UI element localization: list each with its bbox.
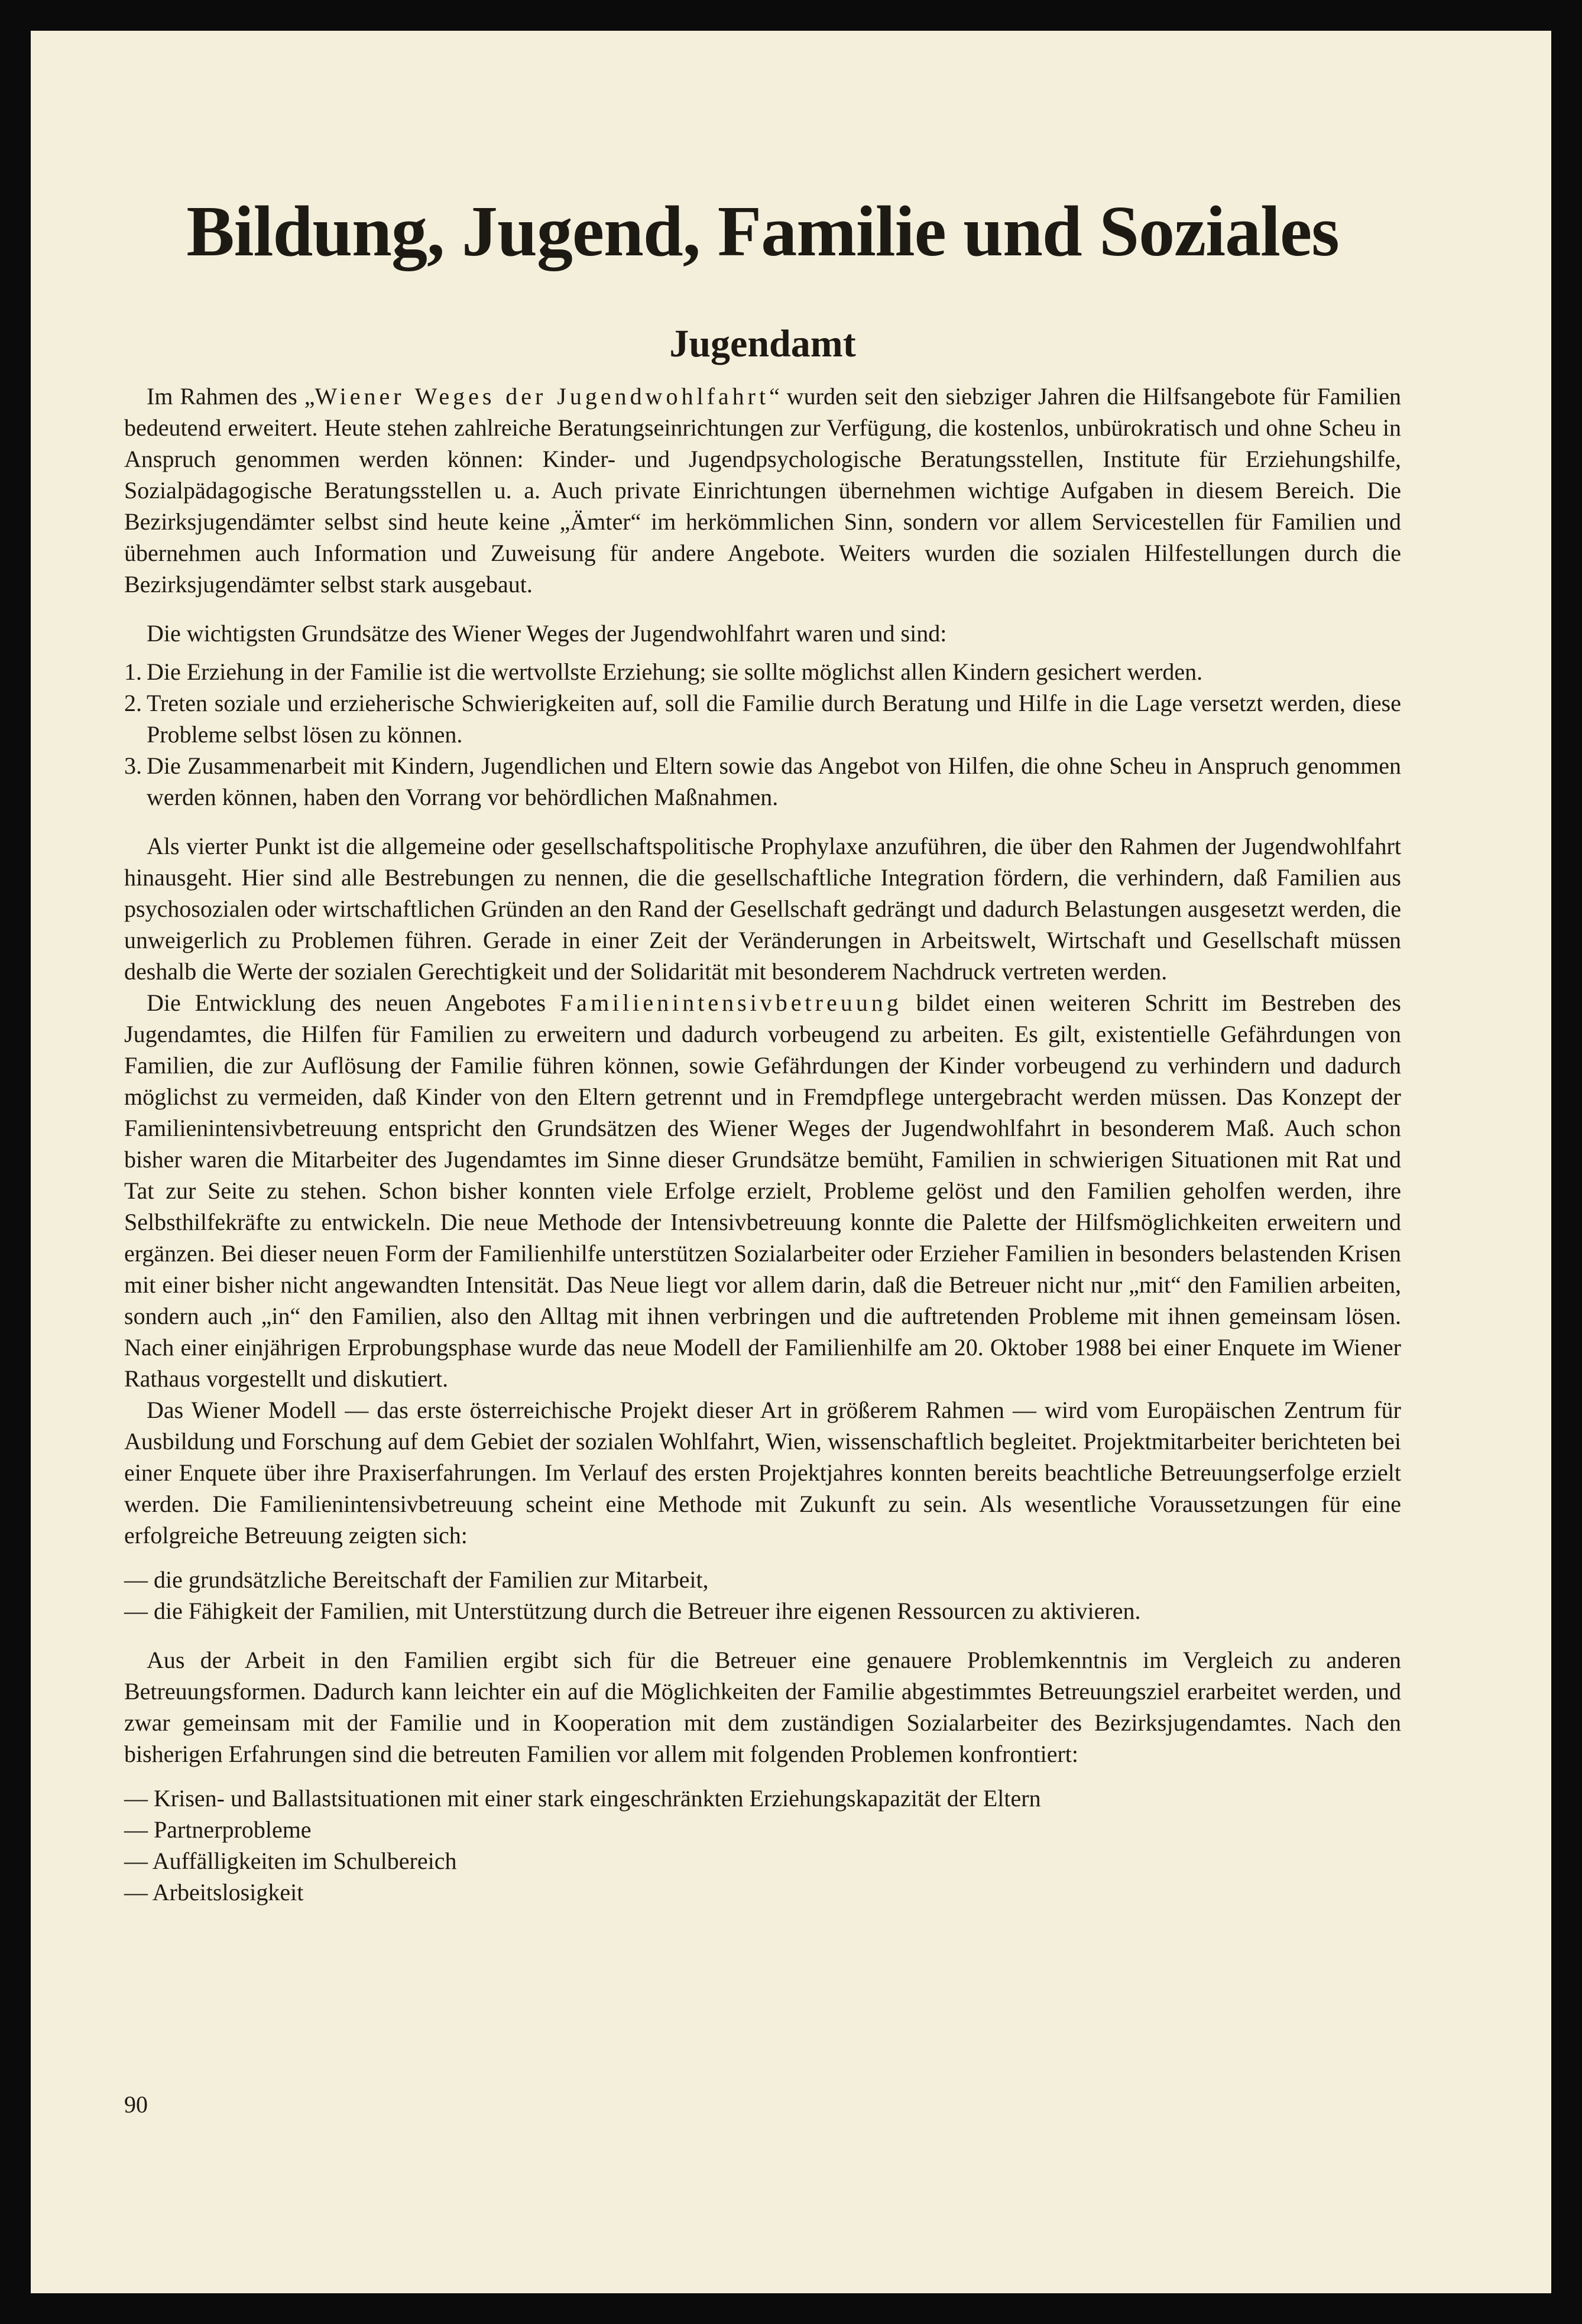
paragraph-intensive-care [124, 987, 1401, 1394]
problems-list [124, 1783, 1401, 1908]
list-item: — Arbeitslosigkeit [124, 1879, 304, 1906]
document-page [31, 31, 1551, 2293]
section-title: Jugendamt [669, 322, 856, 365]
intro-text-start: Im Rahmen des „ [147, 383, 315, 410]
list-item-number: 1. [124, 658, 142, 685]
intro-text-end: “ wurden seit den siebziger Jahren die Hilfsangebote für Familien bedeutend erweitert. Heute stehen zahlreiche Beratungseinrichtungen zur Verfügung, die kostenlos, unbürokratisch und ohne Scheu in Anspruch genommen werden können: Kinder- und Jugendpsychologische Beratungsstellen, Institute für Erziehungshilfe, Sozialpädagogische Beratungsstellen u. a. Auch private Einrichtungen übernehmen wichtige Aufgaben in diesem Bereich. Die Bezirksjugendämter selbst sind heute keine „Ämter“ im herkömmlichen Sinn, sondern vor allem Servicestellen für Familien und übernehmen auch Information und Zuweisung für andere Angebote. Weiters wurden die sozialen Hilfestellungen durch die Bezirksjugendämter selbst stark ausgebaut. [124, 383, 1402, 598]
list-item: — Partnerprobleme [124, 1816, 312, 1843]
list-item-number: 3. [124, 752, 142, 779]
list-item: — die Fähigkeit der Familien, mit Unterstützung durch die Betreuer ihre eigenen Ressourcen zu aktivieren. [124, 1598, 1141, 1624]
intensive-text-start: Die Entwicklung des neuen Angebotes [147, 989, 560, 1016]
list-item-text: Die Erziehung in der Familie ist die wertvollste Erziehung; sie sollte möglichst allen Kindern gesichert werden. [147, 658, 1203, 685]
paragraph-prophylaxis: Als vierter Punkt ist die allgemeine oder gesellschaftspolitische Prophylaxe anzuführen, die über den Rahmen der Jugendwohlfahrt hinausgeht. Hier sind alle Bestrebungen zu nennen, die die gesellschaftliche Integration fördern, die verhindern, daß Familien aus psychosozialen oder wirtschaftlichen Gründen an den Rand der Gesellschaft gedrängt und dadurch Belastungen ausgesetzt werden, die unweigerlich zu Problemen führen. Gerade in einer Zeit der Veränderungen in Arbeitswelt, Wirtschaft und Gesellschaft müssen deshalb die Werte der sozialen Gerechtigkeit und der Solidarität mit besonderem Nachdruck vertreten werden. [124, 833, 1401, 985]
paragraph-family-work: Aus der Arbeit in den Familien ergibt sich für die Betreuer eine genauere Problemkenntnis im Vergleich zu anderen Betreuungsformen. Dadurch kann leichter ein auf die Möglichkeiten der Familie abgestimmtes Betreuungsziel erarbeitet werden, und zwar gemeinsam mit der Familie und in Kooperation mit dem zuständigen Sozialarbeiter des Bezirksjugendamtes. Nach den bisherigen Erfahrungen sind die betreuten Familien vor allem mit folgenden Problemen konfrontiert: [124, 1647, 1401, 1767]
list-item-text: Treten soziale und erzieherische Schwierigkeiten auf, soll die Familie durch Beratung und Hilfe in die Lage versetzt werden, diese Probleme selbst lösen zu können. [147, 690, 1401, 748]
principles-list [124, 656, 1401, 813]
list-item: — die grundsätzliche Bereitschaft der Familien zur Mitarbeit, [124, 1566, 709, 1593]
prerequisites-list [124, 1564, 1401, 1627]
page-number: 90 [124, 2091, 148, 2118]
list-item: — Krisen- und Ballastsituationen mit einer stark eingeschränkten Erziehungskapazität der Eltern [124, 1785, 1041, 1812]
main-title: Bildung, Jugend, Familie und Soziales [186, 191, 1339, 271]
list-item [124, 687, 1401, 750]
list-item [124, 656, 1401, 687]
list-item: — Auffälligkeiten im Schulbereich [124, 1848, 457, 1874]
page-content [124, 190, 1401, 1908]
paragraph-principles-intro: Die wichtigsten Grundsätze des Wiener Weges der Jugendwohlfahrt waren und sind: [147, 620, 947, 647]
list-item [124, 750, 1401, 813]
paragraph-intro [124, 381, 1401, 600]
intensive-text-end: bildet einen weiteren Schritt im Bestreben des Jugendamtes, die Hilfen für Familien zu erweitern und dadurch vorbeugend zu arbeiten. Es gilt, existentielle Gefährdungen von Familien, die zur Auflösung der Familie führen können, sowie Gefährdungen der Kinder vorbeugend zu verhindern und dadurch möglichst zu vermeiden, daß Kinder von den Eltern getrennt und in Fremdpflege untergebracht werden müssen. Das Konzept der Familienintensivbetreuung entspricht den Grundsätzen des Wiener Weges der Jugendwohlfahrt in besonderem Maß. Auch schon bisher waren die Mitarbeiter des Jugendamtes im Sinne dieser Grundsätze bemüht, Familien in schwierigen Situationen mit Rat und Tat zur Seite zu stehen. Schon bisher konnten viele Erfolge erzielt, Probleme gelöst und den Familien geholfen werden, ihre Selbsthilfekräfte zu entwickeln. Die neue Methode der Intensivbetreuung konnte die Palette der Hilfsmöglichkeiten erweitern und ergänzen. Bei dieser neuen Form der Familienhilfe unterstützen Sozialarbeiter oder Erzieher Familien in besonders belastenden Krisen mit einer bisher nicht angewandten Intensität. Das Neue liegt vor allem darin, daß die Betreuer nicht nur „mit“ den Familien arbeiten, sondern auch „in“ den Familien, also den Alltag mit ihnen verbringen und die auftretenden Probleme mit ihnen gemeinsam lösen. Nach einer einjährigen Erprobungsphase wurde das neue Modell der Familienhilfe am 20. Oktober 1988 bei einer Enquete im Wiener Rathaus vorgestellt und diskutiert. [124, 989, 1401, 1392]
paragraph-vienna-model: Das Wiener Modell — das erste österreichische Projekt dieser Art in größerem Rahmen — wird vom Europäischen Zentrum für Ausbildung und Forschung auf dem Gebiet der sozialen Wohlfahrt, Wien, wissenschaftlich begleitet. Projektmitarbeiter berichteten bei einer Enquete über ihre Praxiserfahrungen. Im Verlauf des ersten Projektjahres konnten bereits beachtliche Betreuungserfolge erzielt werden. Die Familienintensivbetreuung scheint eine Methode mit Zukunft zu sein. Als wesentliche Voraussetzungen für eine erfolgreiche Betreuung zeigten sich: [124, 1397, 1401, 1549]
list-item-number: 2. [124, 690, 142, 716]
intensive-emphasis: Familienintensivbetreuung [559, 989, 902, 1016]
intro-emphasis: Wiener Weges der Jugendwohlfahrt [315, 383, 770, 410]
list-item-text: Die Zusammenarbeit mit Kindern, Jugendlichen und Eltern sowie das Angebot von Hilfen, die ohne Scheu in Anspruch genommen werden können, haben den Vorrang vor behördlichen Maßnahmen. [147, 752, 1401, 810]
